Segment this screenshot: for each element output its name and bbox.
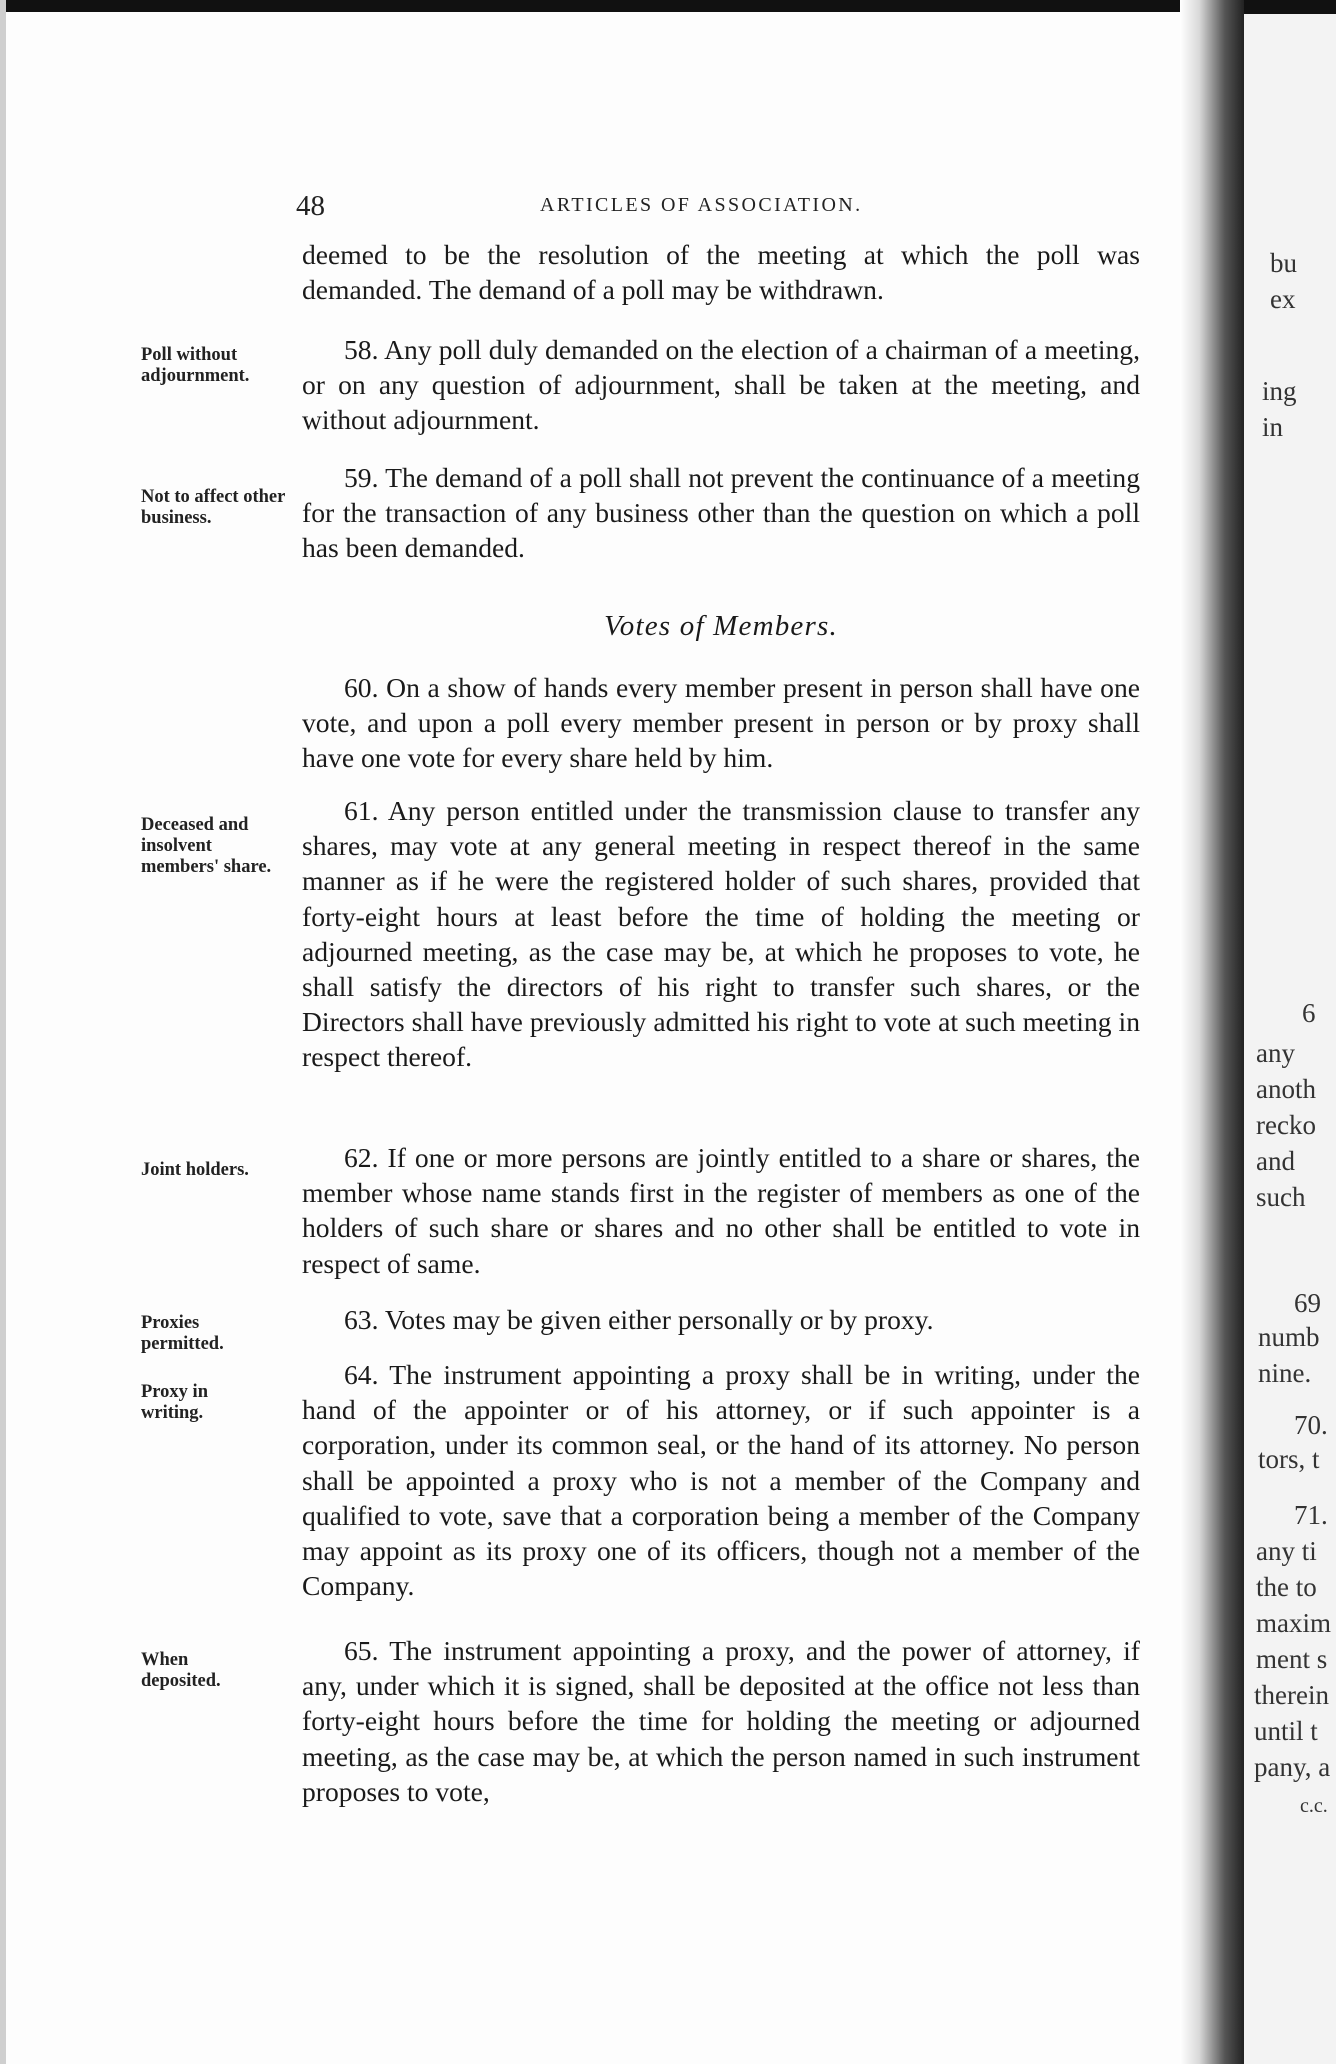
facing-fragment: ment s bbox=[1256, 1644, 1328, 1674]
paragraph-65: 65. The instrument appointing a proxy, and the power of attorney, if any, under which it is signed, shall be deposited at the office not less than forty-eight hours before the time for holding the meeting or adjourned meeting, as the case may be, at which the person named in such instrument proposes to vote, bbox=[302, 1635, 1140, 1807]
section-heading: Votes of Members. bbox=[604, 610, 838, 642]
scan-top-edge bbox=[0, 0, 1336, 12]
paragraph-61: 61. Any person entitled under the transmission clause to transfer any shares, may vote at any general meeting in respect thereof in the same manner as if he were the registered holder of such shares, provided that forty-eight hours at least before the time of holding the meeting or adjourned meeting, as the case may be, at which he proposes to vote, he shall satisfy the directors of his right to transfer such shares, or the Directors shall have previously admitted his right to vote at such meeting in respect thereof. bbox=[302, 795, 1140, 1073]
facing-fragment: any bbox=[1256, 1038, 1295, 1068]
page-header bbox=[296, 190, 1126, 226]
facing-fragment: therein bbox=[1254, 1680, 1329, 1710]
side-note-proxy-in-writing: Proxy in writing. bbox=[141, 1382, 208, 1423]
paragraph-63: 63. Votes may be given either personally or by proxy. bbox=[344, 1304, 934, 1335]
facing-fragment: c.c. bbox=[1300, 1795, 1328, 1817]
facing-fragment: such bbox=[1256, 1182, 1306, 1212]
facing-fragment: until t bbox=[1254, 1716, 1318, 1746]
paragraph-60: 60. On a show of hands every member present in person shall have one vote, and upon a poll every member present in person or by proxy shall have one vote for every share held by him. bbox=[302, 672, 1140, 774]
facing-fragment: tors, t bbox=[1258, 1444, 1320, 1474]
facing-fragment: 69 bbox=[1294, 1288, 1321, 1318]
paragraph-58: 58. Any poll duly demanded on the election of a chairman of a meeting, or on any question of adjournment, shall be taken at the meeting, and without adjournment. bbox=[302, 334, 1140, 436]
side-note-not-to-affect: Not to affect other business. bbox=[141, 487, 285, 528]
side-note-proxies-permitted: Proxies permitted. bbox=[141, 1313, 224, 1354]
facing-fragment: 6 bbox=[1302, 998, 1316, 1028]
facing-fragment: 70. bbox=[1294, 1410, 1328, 1440]
paragraph-59: 59. The demand of a poll shall not prevent the continuance of a meeting for the transaction of any business other than the question on which a poll has been demanded. bbox=[302, 462, 1140, 564]
facing-page-edge bbox=[1244, 0, 1336, 2064]
facing-fragment: numb bbox=[1258, 1322, 1320, 1352]
paragraph-62: 62. If one or more persons are jointly entitled to a share or shares, the member whose name stands first in the register of members as one of the holders of such share or shares and no other shall be entitled to vote in respect of same. bbox=[302, 1142, 1140, 1279]
side-note-deceased-insolvent: Deceased and insolvent members' share. bbox=[141, 815, 272, 877]
paragraph-continued: deemed to be the resolution of the meeting at which the poll was demanded. The demand of a poll may be withdrawn. bbox=[302, 239, 1140, 306]
facing-fragment: ing bbox=[1262, 376, 1297, 406]
facing-fragment: recko bbox=[1256, 1110, 1316, 1140]
side-note-joint-holders: Joint holders. bbox=[141, 1160, 249, 1180]
facing-fragment: any ti bbox=[1256, 1536, 1317, 1566]
scan-left-edge bbox=[0, 0, 6, 2064]
facing-fragment: ex bbox=[1270, 284, 1296, 314]
facing-fragment: bu bbox=[1270, 248, 1297, 278]
facing-fragment: anoth bbox=[1256, 1074, 1316, 1104]
book-gutter-shadow bbox=[1180, 0, 1244, 2064]
page-number: 48 bbox=[296, 190, 325, 222]
side-note-poll-without-adjournment: Poll without adjournment. bbox=[141, 345, 250, 386]
paragraph-64: 64. The instrument appointing a proxy shall be in writing, under the hand of the appointer or of his attorney, or if such appointer is a corporation, under its common seal, or the hand of its attorney. No person shall be appointed a proxy who is not a member of the Company and qualified to vote, save that a corporation being a member of the Company may appoint as its proxy one of its officers, though not a member of the Company. bbox=[302, 1359, 1140, 1602]
facing-fragment: and bbox=[1256, 1146, 1295, 1176]
facing-fragment: 71. bbox=[1294, 1500, 1328, 1530]
facing-fragment: nine. bbox=[1258, 1358, 1312, 1388]
facing-fragment: pany, a bbox=[1254, 1752, 1331, 1782]
facing-fragment: the to bbox=[1256, 1572, 1317, 1602]
facing-fragment: in bbox=[1262, 412, 1284, 442]
running-title: ARTICLES OF ASSOCIATION. bbox=[540, 194, 863, 216]
facing-fragment: maxim bbox=[1256, 1608, 1331, 1638]
side-note-when-deposited: When deposited. bbox=[141, 1650, 221, 1691]
